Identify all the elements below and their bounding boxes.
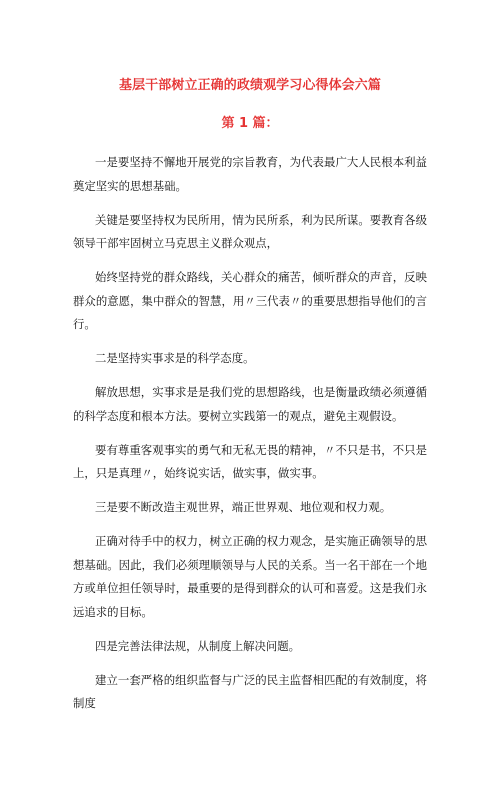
section-heading: 第 1 篇： bbox=[221, 116, 279, 131]
paragraph: 三是要不断改造主观世界，端正世界观、地位观和权力观。 bbox=[95, 500, 392, 514]
document-body bbox=[73, 151, 427, 716]
paragraph: 四是完善法律法规，从制度上解决问题。 bbox=[95, 638, 301, 653]
paragraph: 二是坚持实事求是的科学态度。 bbox=[95, 351, 255, 365]
paragraph: 始终坚持党的群众路线，关心群众的痛苦，倾听群众的声音，反映群众的意愿，集中群众的智慧，用〃三代表〃的重要思想指导他们的言行。 bbox=[73, 270, 427, 331]
paragraph: 正确对待手中的权力，树立正确的权力观念，是实施正确领导的思想基础。因此，我们必须理顺领导与人民的关系。当一名干部在一个地方或单位担任领导时，最重要的是得到群众的认可和喜爱。这是我们永远追求的目标。 bbox=[73, 534, 427, 619]
document-title: 基层干部树立正确的政绩观学习心得体会六篇 bbox=[118, 78, 381, 93]
paragraph: 解放思想，实事求是是我们党的思想路线，也是衡量政绩必须遵循的科学态度和根本方法。要树立实践第一的观点，避免主观假设。 bbox=[73, 385, 427, 423]
document-page bbox=[0, 78, 500, 785]
paragraph: 要有尊重客观事实的勇气和无私无畏的精神，〃不只是书，不只是上，只是真理〃，始终说实话，做实事，做实事。 bbox=[73, 442, 427, 480]
paragraph: 一是要坚持不懈地开展党的宗旨教育，为代表最广大人民根本利益奠定坚实的思想基础。 bbox=[73, 155, 427, 193]
paragraph: 建立一套严格的组织监督与广泛的民主监督相匹配的有效制度，将制度 bbox=[73, 672, 427, 710]
paragraph: 关键是要坚持权为民所用，情为民所系，利为民所谋。要教育各级领导干部牢固树立马克思主义群众观点， bbox=[73, 212, 427, 250]
